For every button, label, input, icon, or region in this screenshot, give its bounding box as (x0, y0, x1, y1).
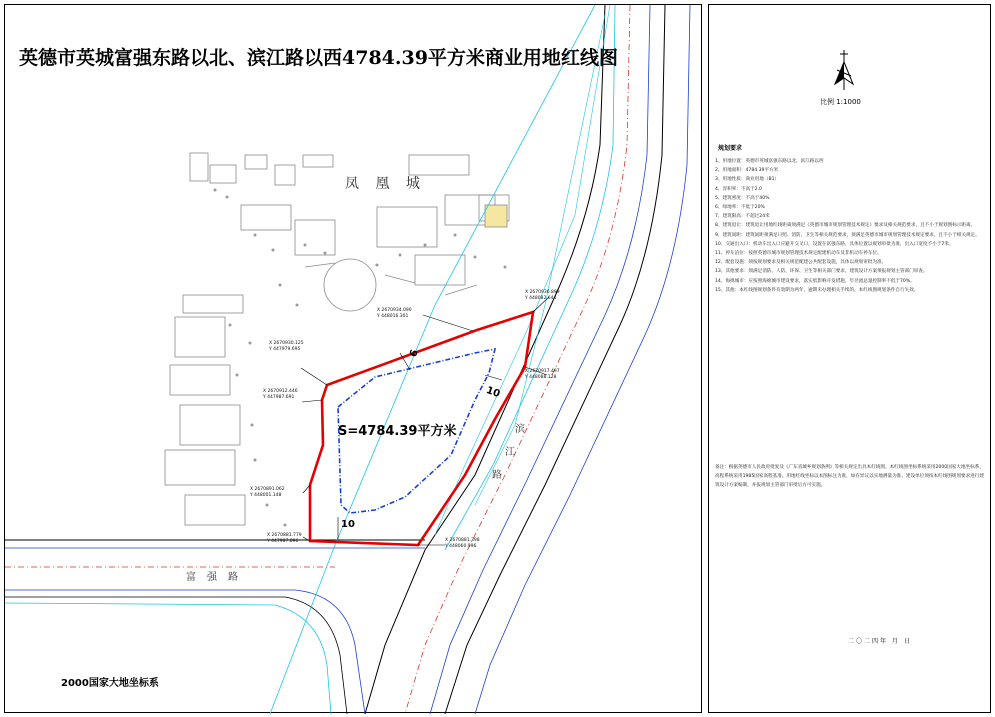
coordinate-point-4: X 2670917.497 Y 448088.128 (525, 369, 560, 380)
site-area-label: S=4784.39平方米 (338, 424, 457, 439)
note-item: 7、建筑限高：不超过24米 (715, 214, 770, 220)
building-footprints (165, 153, 509, 525)
district-label: 凤 凰 城 (345, 176, 426, 192)
note-item: 15、其他：本红线图规划条件有效期为两年，逾期未办理相关手续的，本红线图规划条件自行失效。 (715, 287, 919, 293)
note-item: 12、配套设施：须按规划要求及相关规范配建公共配套设施，具体以规划审批为准。 (715, 260, 887, 266)
note-item: 4、容积率：不高于2.0 (715, 186, 762, 192)
coordinate-point-2: X 2670936.899 Y 448082.644 (525, 290, 560, 301)
binjiang-road-label-2: 江 (505, 447, 515, 458)
map-canvas (5, 5, 703, 714)
coordinate-point-5: X 2670912.446 Y 447987.691 (263, 389, 298, 400)
terrain-texture (214, 189, 507, 527)
setback-south: 10 (341, 519, 355, 530)
fuqiang-road-label: 富强路 (186, 572, 249, 583)
note-item: 1、用地位置：英德市英城富强东路以北、滨江路以西 (715, 159, 824, 164)
setback-east: 10 (484, 384, 502, 401)
coordinate-point-8: X 2670881.398 Y 448060.996 (445, 538, 480, 549)
note-item: 6、绿地率：不低于20% (715, 205, 765, 211)
north-arrow-icon (829, 48, 859, 93)
binjiang-road (270, 5, 690, 714)
coordinate-point-7: X 2670881.779 Y 447987.896 (267, 533, 302, 544)
note-item: 11、停车泊位：按照英德市城市规划管理技术规定配建机动车及非机动车停车位。 (715, 251, 882, 257)
page-title: 英德市英城富强东路以北、滨江路以西4784.39平方米商业用地红线图 (19, 47, 618, 69)
scale-label: 比例 1:1000 (820, 98, 861, 106)
note-item: 9、建筑间距：建筑间距须满足日照、消防、卫生等相关规范要求，须满足英德市城市规划管理技术规定要求，且不小于相关规定。 (715, 232, 980, 238)
note-item: 10、交通出入口：机动车出入口应避开交叉口，设置在富强东路，具体位置以规划审批为准，出入口宽度不小于7米。 (715, 241, 954, 247)
setback-north: 6 (408, 348, 421, 359)
note-item: 8、建筑退让：建筑退让用地红线距离须满足《英德市城市规划管理技术规定》要求及相关规范要求，且不小于规划图标示距离。 (715, 223, 976, 229)
date-label: 二〇二四年 月 日 (848, 638, 912, 645)
map-frame (4, 4, 702, 713)
notes-heading: 规划要求 (718, 145, 743, 152)
coordinate-point-3: X 2670930.125 Y 447979.695 (269, 341, 304, 352)
notes-list (715, 157, 985, 295)
note-item: 13、其他要求：须满足消防、人防、环保、卫生等相关部门要求，建筑设计方案须报规划主管部门审查。 (715, 269, 928, 275)
coordinate-point-1: X 2670934.090 Y 448016.301 (377, 308, 412, 319)
coordinate-point-6: X 2670891.062 Y 448001.148 (250, 487, 285, 498)
note-item: 2、用地面积：4784.39平方米 (715, 168, 779, 174)
note-item: 5、建筑密度：不高于40% (715, 195, 770, 201)
notes-panel (708, 4, 991, 713)
coordinate-system-label: 2000国家大地坐标系 (61, 678, 159, 689)
note-item: 3、用地性质：商业用地（B1） (715, 177, 780, 183)
remark-text: 备注：根据英德市人民政府批复及《广东省城乡规划条例》等相关规定出具本红线图。本红线图坐标系统采用2000国家大地坐标系，高程系统采用1985国家高程基准。用地红线坐标以本图标注为准，如有异议以实地测量为准。建设单位须按本红线图规划要求进行建筑设计方案编制，并报规划主管部门审批后方可实施。 (715, 465, 984, 489)
binjiang-road-label-1: 滨 (515, 424, 525, 435)
note-item: 14、海绵城市：应按照海绵城市建设要求，落实低影响开发措施，年径流总量控制率不低于70%。 (715, 278, 915, 284)
binjiang-road-label-3: 路 (492, 470, 502, 481)
